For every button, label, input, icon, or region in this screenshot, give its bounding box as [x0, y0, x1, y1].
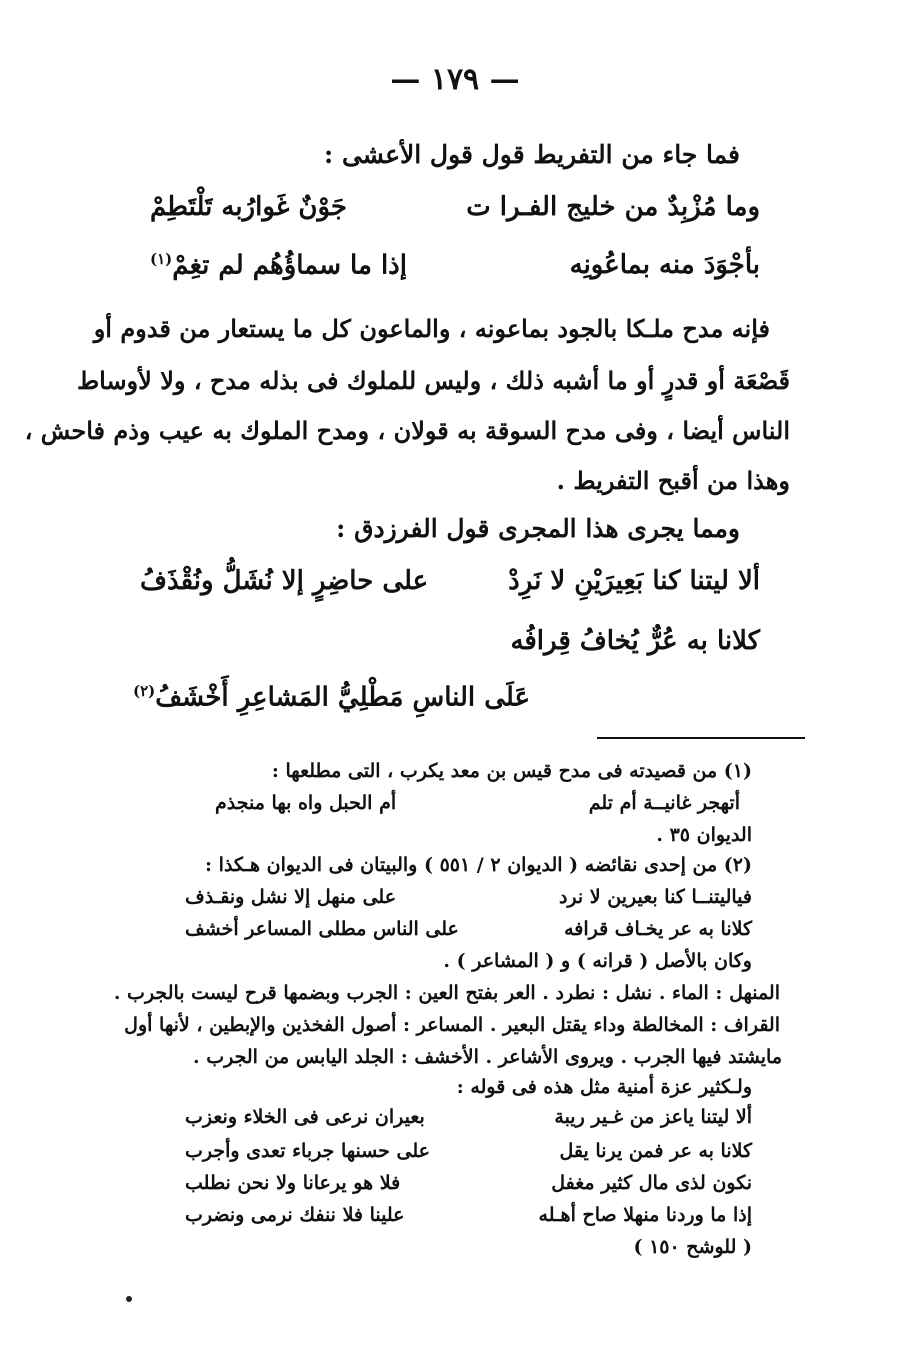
page-number: — ١٧٩ —	[390, 62, 520, 97]
intro-line-2: ومما يجرى هذا المجرى قول الفرزدق :	[336, 514, 740, 543]
hemistich: أتهجر غانيــة أم تلم	[588, 792, 740, 814]
hemistich: وما مُزْبِدٌ من خليج الفـرا ت	[466, 192, 760, 222]
hemistich: جَوْنٌ غَوارُبه تَلْتَطِمْ	[150, 192, 348, 222]
footnote-marker: (١)	[150, 250, 173, 268]
kuthayyir-verse	[185, 1140, 752, 1168]
paragraph-line: الناس أيضا ، وفى مدح السوقة به قولان ، ومدح الملوك به عيب وذم فاحش ،	[24, 416, 790, 445]
ink-dot	[126, 1296, 132, 1302]
hemistich: على حسنها جرباء تعدى وأجرب	[185, 1140, 431, 1162]
hemistich: كلانا به عُرٌّ يُخافُ قِرافُه	[510, 626, 760, 656]
footnote-2-verse-2	[185, 918, 752, 946]
hemistich: فياليتنــا كنا بعيرين لا نرد	[558, 886, 752, 908]
kuthayyir-intro: ولـكثير عزة أمنية مثل هذه فى قوله :	[456, 1076, 752, 1098]
hemistich: على منهل إلا نشل ونقـذف	[185, 886, 397, 908]
verse-2-line-3	[133, 682, 530, 722]
verse-2-line-1	[140, 566, 760, 606]
kuthayyir-verse	[185, 1106, 752, 1134]
hemistich: علينا فلا ننفك نرمى ونضرب	[185, 1204, 405, 1226]
hemistich: كلانا به عر فمن يرنا يقل	[559, 1140, 752, 1162]
hemistich: عَلَى الناسِ مَطْلِيُّ المَشاعِرِ أَخْشَفُ	[155, 682, 530, 713]
paragraph-line: فإنه مدح ملـكا بالجود بماعونه ، والماعون كل ما يستعار من قدوم أو	[93, 314, 770, 343]
footnote-1-heading: (١) من قصيدته فى مدح قيس بن معد يكرب ، التى مطلعها :	[271, 760, 752, 782]
hemistich: إذا ما وردنا منهلا صاح أهـله	[538, 1204, 752, 1226]
kuthayyir-verse	[185, 1172, 752, 1200]
footnote-2-verse-1	[185, 886, 752, 914]
verse-2-line-2	[140, 626, 760, 666]
verse-1-line-1	[150, 192, 760, 232]
hemistich: على الناس مطلى المساعر أخشف	[185, 918, 459, 940]
hemistich: أم الحبل واه بها منجذم	[215, 792, 397, 814]
hemistich	[150, 250, 407, 281]
footnote-marker: (٢)	[132, 682, 156, 700]
hemistich-text: إذا ما سماؤُهُم لم تغِمْ	[172, 250, 407, 281]
gloss-line: المنهل : الماء . نشل : نطرد . العر بفتح العين : الجرب وبضمها قرح ليست بالجرب .	[113, 982, 780, 1004]
hemistich: نكون لذى مال كثير مغفل	[551, 1172, 752, 1194]
gloss-line: القراف : المخالطة وداء يقتل البعير . المساعر : أصول الفخذين والإبطين ، لأنها أول	[124, 1014, 780, 1036]
footnote-2-note: وكان بالأصل ( قرانه ) و ( المشاعر ) .	[443, 950, 752, 972]
hemistich: بعيران نرعى فى الخلاء ونعزب	[185, 1106, 425, 1128]
hemistich: فلا هو يرعانا ولا نحن نطلب	[185, 1172, 401, 1194]
paragraph-line: قَصْعَة أو قدرٍ أو ما أشبه ذلك ، وليس للملوك فى بذله مدح ، ولا لأوساط	[76, 366, 790, 395]
hemistich: ألا ليتنا كنا بَعِيرَيْنِ لا نَرِدْ	[508, 566, 760, 596]
verse-1-line-2	[150, 250, 760, 290]
footnote-1-source: الديوان ٣٥ .	[656, 824, 752, 846]
footnote-separator	[597, 737, 805, 739]
intro-line-1: فما جاء من التفريط قول قول الأعشى :	[324, 140, 740, 169]
hemistich: كلانا به عر يخـاف قرافه	[564, 918, 752, 940]
footnote-2-heading: (٢) من إحدى نقائضه ( الديوان ٢ / ٥٥١ ) والبيتان فى الديوان هـكذا :	[205, 854, 752, 876]
kuthayyir-source: ( للوشح ١٥٠ )	[633, 1236, 752, 1258]
paragraph-line: وهذا من أقبح التفريط .	[556, 466, 790, 495]
hemistich: ألا ليتنا ياعز من غـير ريبة	[554, 1106, 752, 1128]
hemistich: بأجْوَدَ منه بماعُونِه	[569, 250, 760, 280]
gloss-line: مايشتد فيها الجرب . ويروى الأشاعر . الأخشف : الجلد اليابس من الجرب .	[193, 1046, 782, 1068]
hemistich: على حاضِرٍ إلا نُشَلُّ ونُقْذَفُ	[140, 566, 429, 596]
footnote-1-verse	[215, 792, 740, 820]
kuthayyir-verse	[185, 1204, 752, 1232]
